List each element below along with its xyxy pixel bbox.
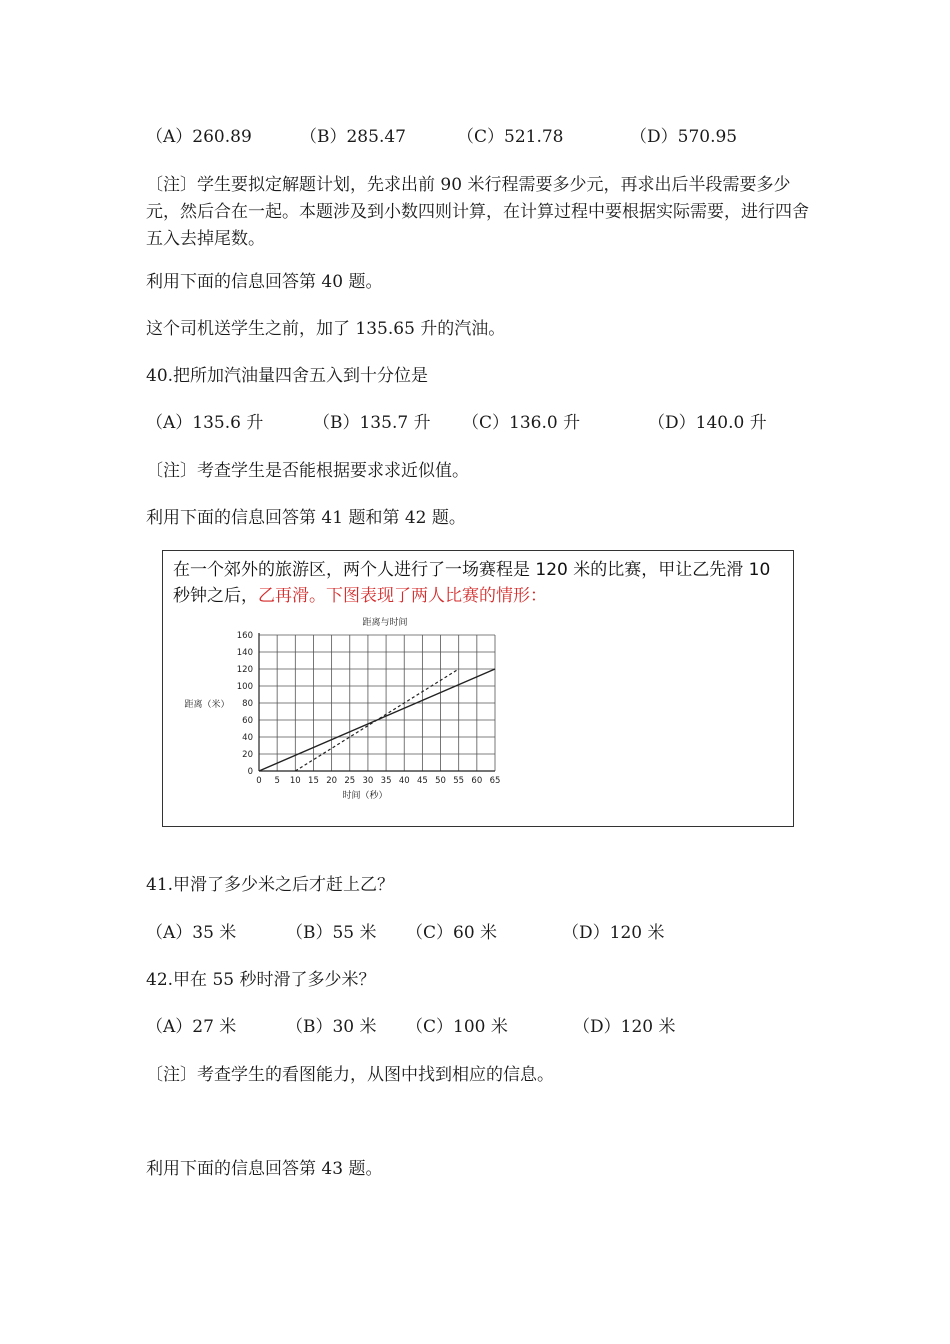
q39-option-a: （A）260.89 xyxy=(146,127,252,147)
q42-option-d: （D）120 米 xyxy=(573,1017,676,1037)
q42-option-b: （B）30 米 xyxy=(286,1017,377,1037)
x-tick-label: 25 xyxy=(344,776,356,786)
x-tick-label: 40 xyxy=(398,776,410,786)
y-tick-label: 100 xyxy=(236,682,253,692)
x-tick-label: 20 xyxy=(326,776,338,786)
x-tick-label: 10 xyxy=(289,776,301,786)
y-tick-label: 140 xyxy=(236,648,253,658)
q39-option-b: （B）285.47 xyxy=(300,127,406,147)
info-40-text: 这个司机送学生之前，加了 135.65 升的汽油。 xyxy=(146,319,506,339)
y-tick-label: 0 xyxy=(247,767,253,777)
question-40: 40.把所加汽油量四舍五入到十分位是 xyxy=(146,366,429,386)
note-42: 〔注〕考查学生的看图能力，从图中找到相应的信息。 xyxy=(146,1065,554,1085)
y-axis-label: 距离（米） xyxy=(184,700,230,710)
q42-option-c: （C）100 米 xyxy=(406,1017,508,1037)
x-tick-label: 65 xyxy=(489,776,501,786)
question-42: 42.甲在 55 秒时滑了多少米？ xyxy=(146,970,376,990)
q41-option-a: （A）35 米 xyxy=(146,923,237,943)
info-40: 利用下面的信息回答第 40 题。 xyxy=(146,272,383,292)
q40-option-d: （D）140.0 升 xyxy=(648,413,767,433)
x-tick-label: 35 xyxy=(380,776,392,786)
x-tick-label: 45 xyxy=(416,776,428,786)
figure-box xyxy=(162,550,794,827)
note-40: 〔注〕考查学生是否能根据要求求近似值。 xyxy=(146,461,469,481)
x-tick-label: 15 xyxy=(308,776,319,786)
info-41: 利用下面的信息回答第 41 题和第 42 题。 xyxy=(146,508,466,528)
y-tick-label: 40 xyxy=(242,733,253,743)
x-tick-label: 5 xyxy=(274,776,280,786)
x-tick-label: 30 xyxy=(362,776,374,786)
x-tick-label: 60 xyxy=(471,776,483,786)
distance-time-chart xyxy=(163,551,793,826)
y-tick-label: 160 xyxy=(236,631,253,641)
y-tick-label: 20 xyxy=(242,750,253,760)
info-43: 利用下面的信息回答第 43 题。 xyxy=(146,1159,383,1179)
q40-option-a: （A）135.6 升 xyxy=(146,413,264,433)
chart-title: 距离与时间 xyxy=(362,618,408,628)
y-tick-label: 80 xyxy=(242,699,253,709)
q40-option-b: （B）135.7 升 xyxy=(313,413,431,433)
question-41: 41.甲滑了多少米之后才赶上乙？ xyxy=(146,875,395,895)
x-tick-label: 55 xyxy=(453,776,465,786)
y-tick-label: 120 xyxy=(236,665,253,675)
note-39: 〔注〕学生要拟定解题计划，先求出前 90 米行程需要多少元，再求出后半段需要多少元，然后合在一起。本题涉及到小数四则计算，在计算过程中要根据实际需要，进行四舍五入去掉尾数。 xyxy=(146,175,809,249)
q39-option-c: （C）521.78 xyxy=(457,127,564,147)
q39-option-d: （D）570.95 xyxy=(630,127,738,147)
q40-option-c: （C）136.0 升 xyxy=(462,413,581,433)
figure-text-red: 乙再滑。下图表现了两人比赛的情形： xyxy=(258,586,547,606)
x-axis-label: 时间（秒） xyxy=(342,791,388,801)
y-tick-label: 60 xyxy=(242,716,253,726)
q41-option-b: （B）55 米 xyxy=(286,923,377,943)
q41-option-d: （D）120 米 xyxy=(562,923,665,943)
q41-option-c: （C）60 米 xyxy=(406,923,498,943)
x-tick-label: 0 xyxy=(256,776,262,786)
q42-option-a: （A）27 米 xyxy=(146,1017,237,1037)
figure-text-black: 在一个郊外的旅游区，两个人进行了一场赛程是 120 米的比赛，甲让乙先滑 10 秒钟之后， xyxy=(173,560,771,606)
x-tick-label: 50 xyxy=(435,776,446,786)
